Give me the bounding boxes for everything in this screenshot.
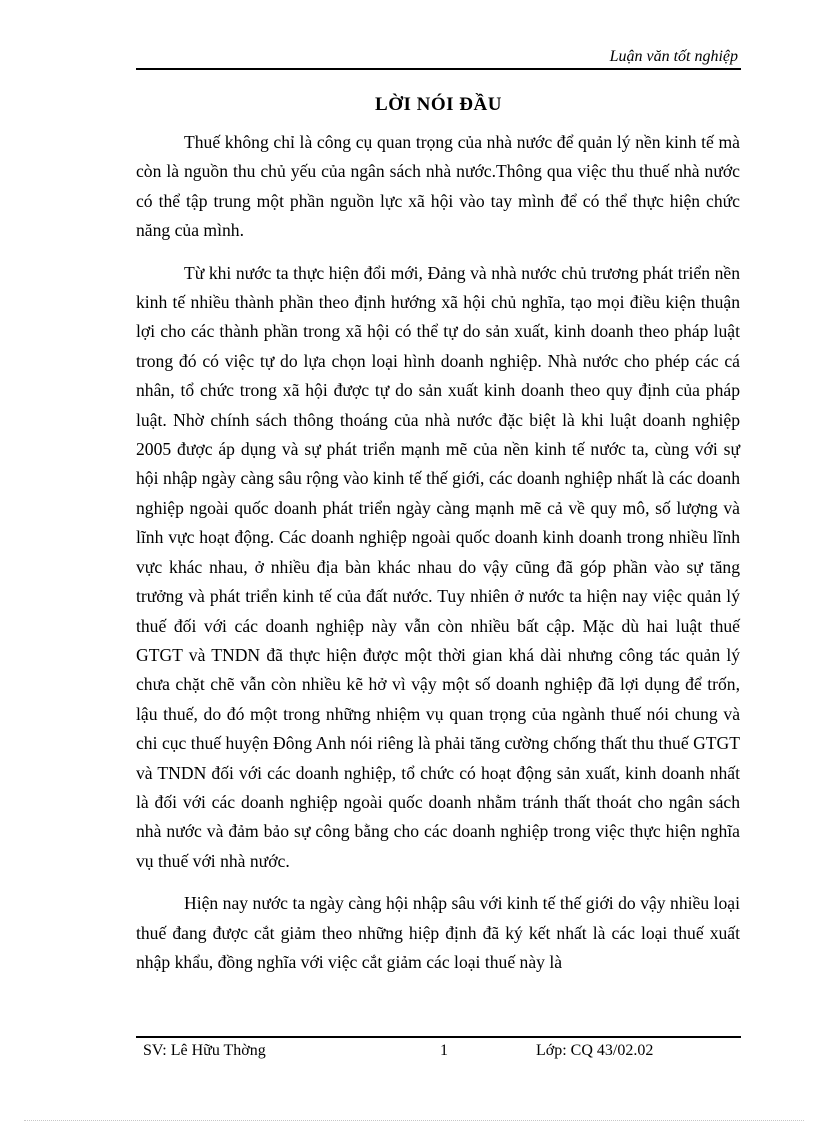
paragraph-1: Thuế không chỉ là công cụ quan trọng của nhà nước để quản lý nền kinh tế mà còn là nguồn thu chủ yếu của ngân sách nhà nước.Thông qua việc thu thuế nhà nước có thể tập trung một phần nguồn lực xã hội vào tay mình để có thể thực hiện chức năng của mình. [136,132,740,241]
document-body [136,128,740,990]
footer-student-name: SV: Lê Hữu Thờng [143,1042,266,1059]
footer-class: Lớp: CQ 43/02.02 [536,1042,654,1059]
document-header-title: Luận văn tốt nghiệp [609,48,738,65]
footer-divider [136,1036,741,1038]
page-title: LỜI NÓI ĐẦU [375,94,502,115]
header-divider [136,68,741,70]
paragraph-3: Hiện nay nước ta ngày càng hội nhập sâu với kinh tế thế giới do vậy nhiều loại thuế đang được cắt giảm theo những hiệp định đã ký kết nhất là các loại thuế xuất nhập khẩu, đồng nghĩa với việc cắt giảm các loại thuế này là [136,893,740,972]
page-bottom-edge [24,1120,804,1121]
paragraph-2: Từ khi nước ta thực hiện đổi mới, Đảng và nhà nước chủ trương phát triển nền kinh tế nhiều thành phần theo định hướng xã hội chủ nghĩa, tạo mọi điều kiện thuận lợi cho các thành phần trong xã hội có thể tự do sản xuất, kinh doanh theo pháp luật trong đó có việc tự do lựa chọn loại hình doanh nghiệp. Nhà nước cho phép các cá nhân, tổ chức trong xã hội được tự do sản xuất kinh doanh theo quy định của pháp luật. Nhờ chính sách thông thoáng của nhà nước đặc biệt là khi luật doanh nghiệp 2005 được áp dụng và sự phát triển mạnh mẽ của nền kinh tế nước ta, cùng với sự hội nhập ngày càng sâu rộng vào kinh tế thế giới, các doanh nghiệp nhất là các doanh nghiệp ngoài quốc doanh phát triển ngày càng mạnh mẽ cả về quy mô, số lượng và lĩnh vực hoạt động. Các doanh nghiệp ngoài quốc doanh kinh doanh trong nhiều lĩnh vực khác nhau, ở nhiều địa bàn khác nhau do vậy cũng đã góp phần vào sự tăng trưởng và phát triển kinh tế của đất nước. Tuy nhiên ở nước ta hiện nay việc quản lý thuế đối với các doanh nghiệp này vẫn còn nhiều bất cập. Mặc dù hai luật thuế GTGT và TNDN đã thực hiện được một thời gian khá dài nhưng công tác quản lý chưa chặt chẽ vẫn còn nhiều kẽ hở vì vậy một số doanh nghiệp đã lợi dụng để trốn, lậu thuế, do đó một trong những nhiệm vụ quan trọng của ngành thuế nói chung và chi cục thuế huyện Đông Anh nói riêng là phải tăng cường chống thất thu thuế GTGT và TNDN đối với các doanh nghiệp, tổ chức có hoạt động sản xuất, kinh doanh nhất là đối với các doanh nghiệp ngoài quốc doanh nhằm tránh thất thoát cho ngân sách nhà nước và đảm bảo sự công bằng cho các doanh nghiệp trong việc thực hiện nghĩa vụ thuế với nhà nước. [136,262,740,871]
footer-page-number: 1 [440,1042,448,1059]
